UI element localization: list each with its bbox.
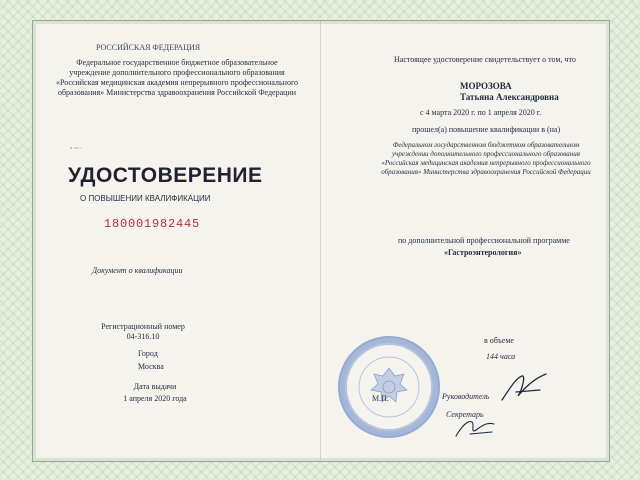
- volume-label: в объеме: [484, 336, 514, 345]
- right-org-line1: Федеральном государственном бюджетном образовательном: [392, 141, 580, 149]
- issue-date-block: [100, 382, 210, 404]
- stamp-mark-label: М.П.: [372, 394, 389, 403]
- certificate-subtitle: О ПОВЫШЕНИИ КВАЛИФИКАЦИИ: [80, 194, 211, 203]
- volume-value: 144 часа: [486, 352, 516, 361]
- registration-block: [88, 322, 198, 342]
- registration-value: 04-316.10: [126, 332, 160, 341]
- issue-date-value: 1 апреля 2020 года: [123, 394, 187, 403]
- right-org-line4: образования» Министерства здравоохранения Российской Федерации: [381, 168, 591, 176]
- issue-date-label: Дата выдачи: [133, 382, 177, 391]
- left-org-line2: учреждение дополнительного профессионального образования: [69, 68, 285, 77]
- smudge-mark: ▪ ▫▪ ▫: [70, 146, 82, 152]
- city-label: Город: [138, 349, 158, 358]
- right-org-line3: «Российская медицинская академия непрерывного профессионального: [381, 159, 591, 167]
- left-issuing-org: [36, 58, 318, 98]
- holder-surname: МОРОЗОВА: [460, 81, 512, 91]
- page-fold: [320, 20, 321, 460]
- program-name: «Гастроэнтерология»: [444, 248, 522, 257]
- left-org-line3: «Российская медицинская академия непрерывного профессионального: [55, 78, 299, 87]
- city-value: Москва: [138, 362, 164, 371]
- training-period: с 4 марта 2020 г. по 1 апреля 2020 г.: [420, 108, 542, 117]
- city-block: [138, 349, 164, 372]
- left-org-line1: Федеральное государственное бюджетное образовательное: [76, 58, 278, 67]
- right-issuing-org: [372, 141, 600, 177]
- secretary-label: Секретарь: [446, 410, 484, 419]
- registration-label: Регистрационный номер: [101, 322, 185, 331]
- head-signature-icon: [496, 368, 554, 408]
- certificate-number: 180001982445: [104, 217, 201, 231]
- secretary-signature-icon: [452, 414, 500, 442]
- left-org-line4: образования» Министерства здравоохранения Российской Федерации: [57, 88, 296, 97]
- document-type: Документ о квалификации: [92, 266, 183, 275]
- holder-name: Татьяна Александровна: [460, 92, 559, 102]
- program-label: по дополнительной профессиональной программе: [398, 236, 570, 245]
- certificate-title: УДОСТОВЕРЕНИЕ: [68, 164, 263, 187]
- official-seal: [338, 336, 440, 438]
- head-label: Руководитель: [442, 392, 490, 401]
- seal-emblem-icon: [340, 338, 438, 436]
- passed-training-text: прошел(а) повышение квалификации в (на): [412, 125, 561, 134]
- intro-text: Настоящее удостоверение свидетельствует о том, что: [394, 55, 576, 64]
- country-label: РОССИЙСКАЯ ФЕДЕРАЦИЯ: [96, 43, 201, 52]
- right-org-line2: учреждении дополнительного профессионального образования: [391, 150, 581, 158]
